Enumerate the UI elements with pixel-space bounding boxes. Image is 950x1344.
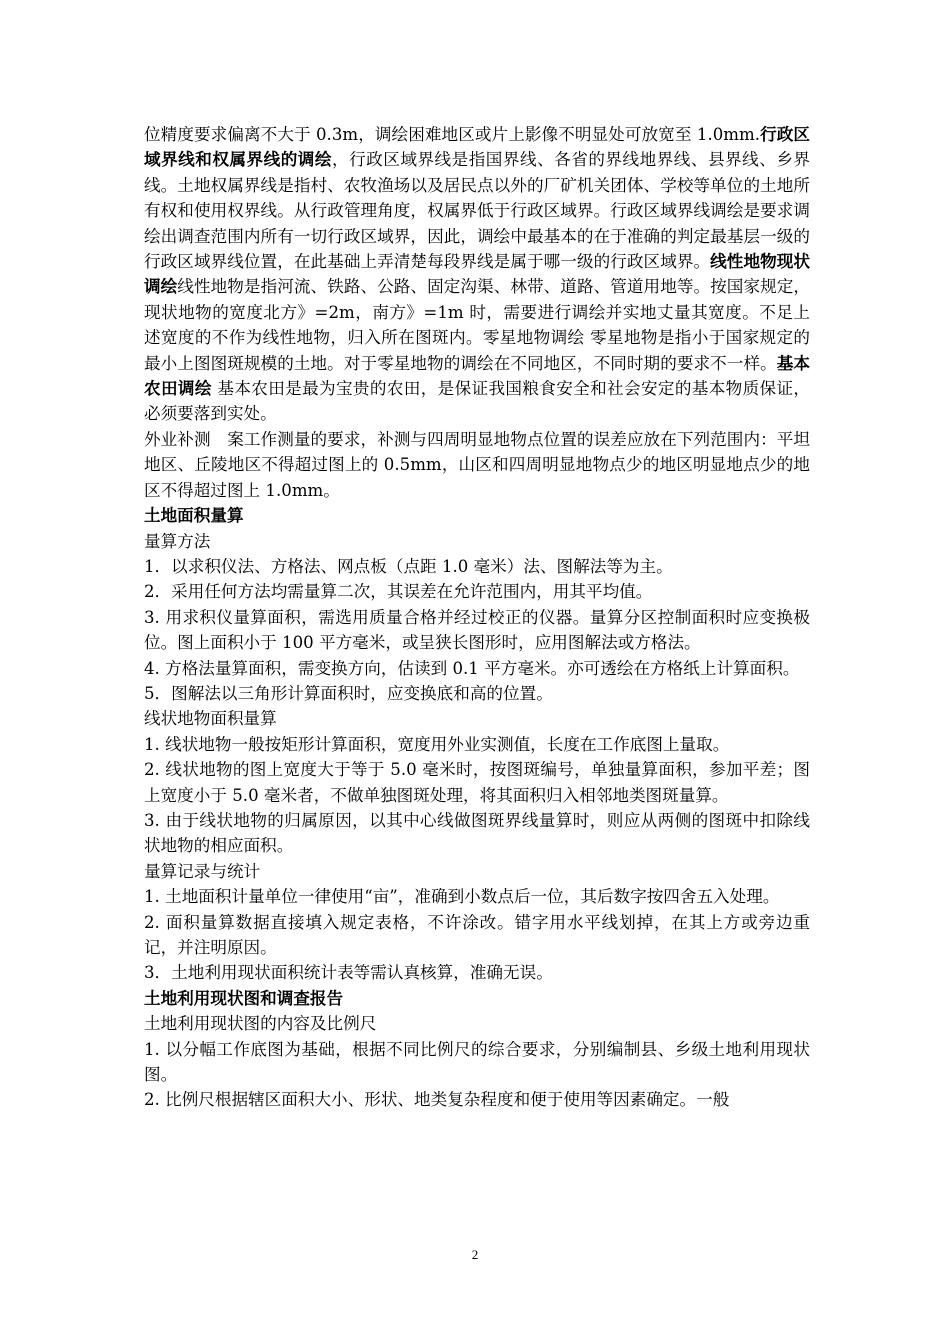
list-item: 3. 由于线状地物的归属原因，以其中心线做图斑界线量算时，则应从两侧的图斑中扣除线状地物的相应面积。 xyxy=(144,810,810,856)
page-number: 2 xyxy=(471,1247,479,1262)
list-item: 1. 线状地物一般按矩形计算面积，宽度用外业实测值，长度在工作底图上量取。 xyxy=(144,734,730,754)
page-content xyxy=(144,122,810,1113)
subheading-map-content: 土地利用现状图的内容及比例尺 xyxy=(144,1014,377,1034)
list-item: 4. 方格法量算面积，需变换方向，估读到 0.1 平方毫米。亦可透绘在方格纸上计算面积。 xyxy=(144,658,800,678)
section-heading-area-calculation: 土地面积量算 xyxy=(144,506,244,526)
inline-heading-linear-features: 线性地物现状调绘 xyxy=(144,252,811,297)
paragraph-text: 基本农田是最为宝贵的农田，是保证我国粮食安全和社会安定的基本物质保证，必须要落到实处。 xyxy=(144,379,811,424)
inline-heading-admin-boundary: 行政区域界线和权属界线的调绘 xyxy=(144,125,810,170)
list-item: 1. 土地面积计量单位一律使用“亩”，准确到小数点后一位，其后数字按四舍五入处理。 xyxy=(144,887,780,907)
list-item: 1. 以分幅工作底图为基础，根据不同比例尺的综合要求，分别编制县、乡级土地利用现状图。 xyxy=(144,1039,810,1085)
paragraph-field-survey: 外业补测 案工作测量的要求，补测与四周明显地物点位置的误差应放在下列范围内：平坦地区、丘陵地区不得超过图上的 0.5mm，山区和四周明显地物点少的地区明显地点少的地区不得超过图上 1.0mm。 xyxy=(144,429,810,500)
paragraph-text: 线性地物是指河流、铁路、公路、固定沟渠、林带、道路、管道用地等。按国家规定，现状地物的宽度北方》=2m，南方》=1m 时，需要进行调绘并实地丈量其宽度。不足上述宽度的不作为线性地物，归入所在图斑内。零星地物调绘 零星地物是指小于国家规定的最小上图图斑规模的土地。对于零星地物的调绘在不同地区，不同时期的要求不一样。 xyxy=(144,277,811,373)
list-item: 2．采用任何方法均需量算二次，其误差在允许范围内，用其平均值。 xyxy=(144,582,653,602)
paragraph-boundary-survey xyxy=(144,122,810,427)
list-item: 3．土地利用现状面积统计表等需认真核算，准确无误。 xyxy=(144,963,553,983)
subheading-methods: 量算方法 xyxy=(144,531,211,551)
subheading-linear-area: 线状地物面积量算 xyxy=(144,709,277,729)
list-item: 5．图解法以三角形计算面积时，应变换底和高的位置。 xyxy=(144,683,553,703)
paragraph-text: ，行政区域界线是指国界线、各省的界线地界线、县界线、乡界线。土地权属界线是指村、农牧渔场以及居民点以外的厂矿机关团体、学校等单位的土地所有权和使用权界线。从行政管理角度，权属界低于行政区域界。行政区域界线调绘是要求调绘出调查范围内所有一切行政区域界，因此，调绘中最基本的在于准确的判定最基层一级的行政区域界线位置，在此基础上弄清楚每段界线是属于哪一级的行政区域界。 xyxy=(144,150,811,272)
list-item: 2. 面积量算数据直接填入规定表格，不许涂改。错字用水平线划掉，在其上方或旁边重记，并注明原因。 xyxy=(144,912,810,957)
inline-heading-farmland: 基本农田调绘 xyxy=(144,353,811,399)
list-item: 2. 线状地物的图上宽度大于等于 5.0 毫米时，按图斑编号，单独量算面积，参加平差；图上宽度小于 5.0 毫米者，不做单独图斑处理，将其面积归入相邻地类图斑量算。 xyxy=(144,760,810,805)
list-item: 3. 用求积仪量算面积，需选用质量合格并经过校正的仪器。量算分区控制面积时应变换极位。图上面积小于 100 平方毫米，或呈狭长图形时，应用图解法或方格法。 xyxy=(144,607,810,653)
list-item: 1．以求积仪法、方格法、网点板（点距 1.0 毫米）法、图解法等为主。 xyxy=(144,556,673,576)
paragraph-text: 位精度要求偏离不大于 0.3m，调绘困难地区或片上影像不明显处可放宽至 1.0mm. xyxy=(144,125,760,144)
subheading-records: 量算记录与统计 xyxy=(144,861,261,881)
section-heading-land-use-map: 土地利用现状图和调查报告 xyxy=(144,988,344,1008)
list-item: 2. 比例尺根据辖区面积大小、形状、地类复杂程度和便于使用等因素确定。一般 xyxy=(144,1090,730,1110)
